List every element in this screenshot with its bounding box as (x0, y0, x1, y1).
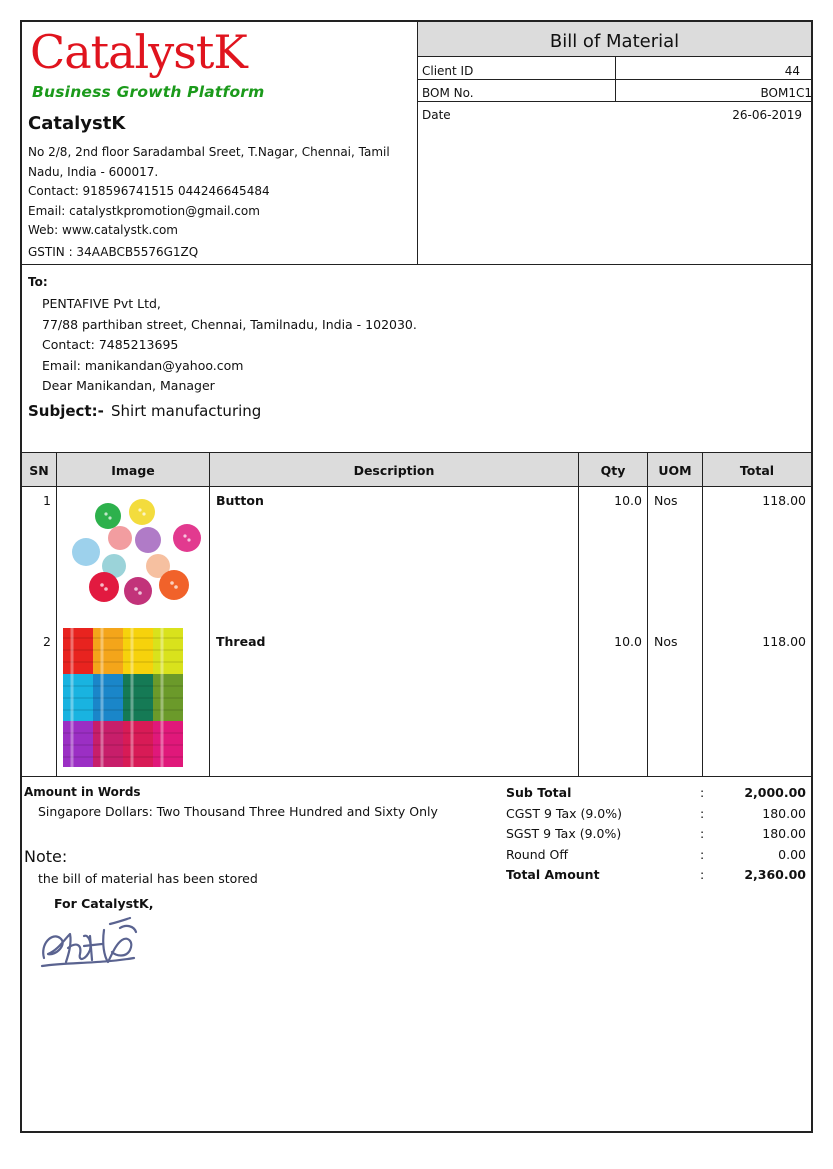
row-1-sn: 1 (43, 493, 51, 508)
buttons-image (62, 490, 206, 608)
subtotal-sep: : (700, 785, 705, 800)
sgst-value: 180.00 (762, 826, 806, 841)
signature-for-label: For CatalystK, (54, 896, 154, 911)
company-email: Email: catalystkpromotion@gmail.com (28, 203, 260, 218)
recipient-contact: Contact: 7485213695 (42, 337, 179, 352)
company-web: Web: www.catalystk.com (28, 223, 178, 237)
totals-summary (506, 785, 806, 888)
divider (417, 56, 811, 57)
row-2-uom: Nos (654, 634, 678, 649)
header-qty: Qty (600, 463, 626, 478)
roundoff-label: Round Off (506, 846, 568, 862)
roundoff-sep: : (700, 846, 705, 862)
row-2-description: Thread (216, 634, 266, 649)
row-1-total: 118.00 (762, 493, 806, 508)
total-line-roundoff (506, 847, 806, 868)
cgst-sep: : (700, 805, 705, 821)
note-text: the bill of material has been stored (38, 871, 258, 886)
divider (578, 452, 579, 777)
divider (22, 776, 811, 777)
company-name: CatalystK (28, 113, 126, 134)
bom-title: Bill of Material (418, 22, 811, 56)
divider (56, 452, 57, 777)
header-total: Total (739, 463, 775, 478)
recipient-name: PENTAFIVE Pvt Ltd, (42, 296, 161, 311)
row-1-qty: 10.0 (614, 493, 642, 508)
bill-of-material-document (20, 20, 813, 1133)
sgst-label: SGST 9 Tax (9.0%) (506, 826, 622, 841)
divider (702, 452, 703, 777)
company-details (28, 143, 408, 262)
divider (22, 264, 811, 265)
subject-text: Shirt manufacturing (111, 402, 262, 420)
thread-spools-image (63, 628, 183, 767)
amount-words-text: Singapore Dollars: Two Thousand Three Hundred and Sixty Only (38, 804, 438, 819)
total-line-sgst (506, 826, 806, 847)
row-1-uom: Nos (654, 493, 678, 508)
total-amount-value: 2,360.00 (744, 867, 806, 882)
note-label: Note: (24, 847, 68, 866)
company-contact: Contact: 918596741515 044246645484 (28, 184, 270, 198)
header-image: Image (111, 463, 155, 478)
row-2-sn: 2 (43, 634, 51, 649)
header-sn: SN (29, 463, 49, 478)
header-uom: UOM (658, 463, 692, 478)
bom-no-label: BOM No. (422, 86, 474, 100)
total-amount-label: Total Amount (506, 867, 600, 882)
header-divider (417, 22, 418, 264)
subtotal-value: 2,000.00 (744, 785, 806, 800)
sgst-sep: : (700, 826, 705, 841)
recipient-attention: Dear Manikandan, Manager (42, 378, 215, 393)
company-address: No 2/8, 2nd floor Saradambal Sreet, T.Nagar, Chennai, Tamil Nadu, India - 600017. (28, 145, 390, 179)
total-line-total (506, 867, 806, 888)
divider (615, 56, 616, 101)
amount-words-label: Amount in Words (24, 785, 141, 799)
row-1-description: Button (216, 493, 264, 508)
total-line-subtotal (506, 785, 806, 806)
company-logo-tagline: Business Growth Platform (32, 83, 265, 101)
divider (209, 452, 210, 777)
client-id-value: 44 (784, 64, 800, 78)
recipient-email: Email: manikandan@yahoo.com (42, 357, 244, 373)
company-gstin: GSTIN : 34AABCB5576G1ZQ (28, 244, 199, 259)
to-label: To: (28, 275, 48, 289)
divider (22, 452, 811, 453)
subtotal-label: Sub Total (506, 785, 572, 800)
date-value: 26-06-2019 (732, 108, 802, 122)
header-description: Description (353, 463, 435, 478)
roundoff-value: 0.00 (778, 846, 806, 862)
cgst-value: 180.00 (762, 805, 806, 821)
date-label: Date (422, 108, 451, 122)
recipient-details (42, 294, 417, 397)
total-line-cgst (506, 806, 806, 827)
divider (417, 79, 811, 80)
bom-no-value: BOM1C1 (760, 86, 812, 100)
row-2-qty: 10.0 (614, 634, 642, 649)
signature-image (38, 914, 142, 972)
row-2-total: 118.00 (762, 634, 806, 649)
divider (417, 101, 811, 102)
company-logo-title: CatalystK (30, 25, 247, 79)
total-amount-sep: : (700, 867, 705, 882)
cgst-label: CGST 9 Tax (9.0%) (506, 805, 622, 821)
subject-label: Subject:- (28, 402, 104, 420)
divider (22, 486, 811, 487)
client-id-label: Client ID (422, 64, 474, 78)
recipient-address: 77/88 parthiban street, Chennai, Tamilnadu, India - 102030. (42, 316, 417, 332)
divider (647, 452, 648, 777)
